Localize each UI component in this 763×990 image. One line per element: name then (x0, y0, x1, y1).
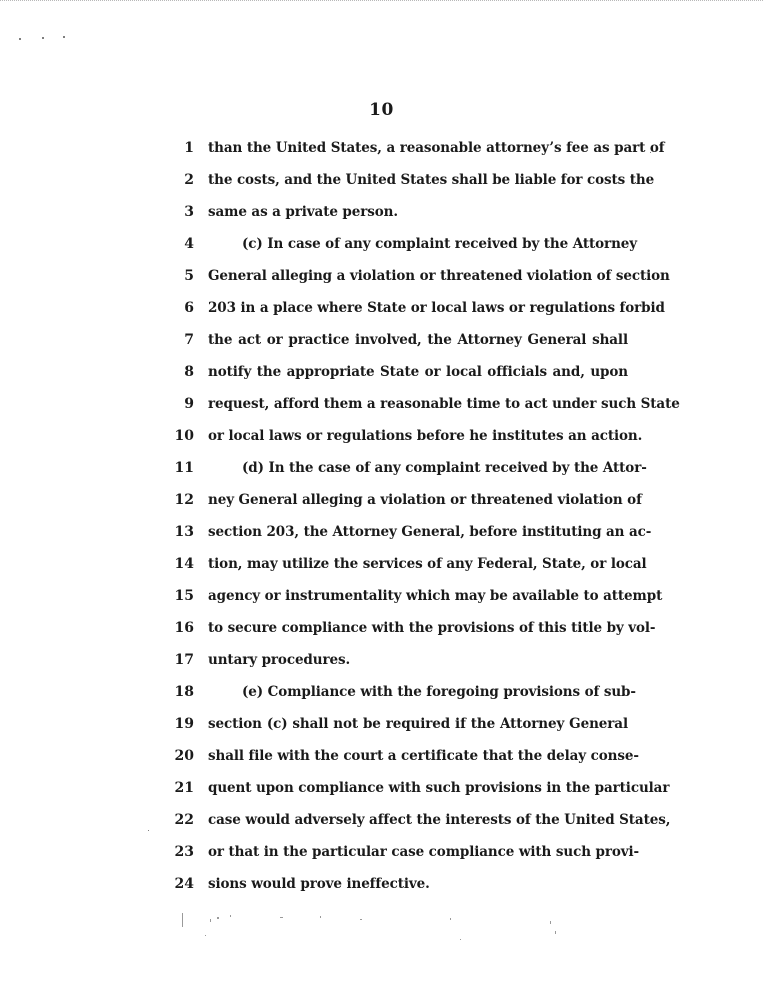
line-number: 17 (174, 652, 194, 668)
line-text: (c) In case of any complaint received by the Attorney (242, 236, 638, 252)
line-text: sions would prove ineffective. (208, 876, 430, 892)
line-number: 16 (174, 620, 194, 636)
text-line (0, 612, 763, 644)
line-text: quent upon compliance with such provisions in the particular (208, 780, 670, 796)
line-number: 7 (184, 332, 194, 348)
text-line (0, 836, 763, 868)
text-line (0, 132, 763, 164)
line-text: or that in the particular case compliance with such provi- (208, 844, 640, 860)
text-line (0, 516, 763, 548)
line-number: 5 (184, 268, 194, 284)
scan-bottom-noise (170, 905, 590, 945)
line-text: the costs, and the United States shall be liable for costs the (208, 172, 655, 188)
line-text: section 203, the Attorney General, before instituting an ac- (208, 524, 652, 540)
scan-speck (63, 36, 65, 38)
line-number: 11 (174, 460, 194, 476)
text-line (0, 356, 763, 388)
line-text: agency or instrumentality which may be available to attempt (208, 588, 663, 604)
text-line (0, 260, 763, 292)
line-text: to secure compliance with the provisions of this title by vol- (208, 620, 656, 636)
line-number: 12 (174, 492, 194, 508)
line-text: or local laws or regulations before he institutes an action. (208, 428, 643, 444)
line-text: 203 in a place where State or local laws or regulations forbid (208, 300, 665, 316)
line-number: 21 (174, 780, 194, 796)
text-line (0, 580, 763, 612)
line-text: section (c) shall not be required if the Attorney General (208, 716, 628, 732)
line-number: 1 (184, 140, 194, 156)
line-number: 24 (174, 876, 194, 892)
text-line (0, 548, 763, 580)
scan-speck (42, 37, 44, 39)
line-number: 23 (174, 844, 194, 860)
line-text: the act or practice involved, the Attorney General shall (208, 332, 628, 348)
line-number: 15 (174, 588, 194, 604)
line-number: 22 (174, 812, 194, 828)
text-line (0, 452, 763, 484)
text-line (0, 676, 763, 708)
text-line (0, 868, 763, 900)
line-text: request, afford them a reasonable time to act under such State (208, 396, 680, 412)
line-number: 4 (184, 236, 194, 252)
line-text: tion, may utilize the services of any Federal, State, or local (208, 556, 647, 572)
line-number: 20 (174, 748, 194, 764)
text-line (0, 772, 763, 804)
text-line (0, 196, 763, 228)
line-number: 10 (174, 428, 194, 444)
text-line (0, 740, 763, 772)
line-text: (e) Compliance with the foregoing provisions of sub- (242, 684, 636, 700)
line-number: 19 (174, 716, 194, 732)
line-text: than the United States, a reasonable attorney’s fee as part of (208, 140, 665, 156)
line-text: shall file with the court a certificate that the delay conse- (208, 748, 639, 764)
text-line (0, 644, 763, 676)
line-number: 6 (184, 300, 194, 316)
line-text: General alleging a violation or threatened violation of section (208, 268, 670, 284)
line-number: 3 (184, 204, 194, 220)
text-line (0, 484, 763, 516)
text-line (0, 164, 763, 196)
text-line (0, 228, 763, 260)
page-number: 10 (369, 100, 394, 120)
text-line (0, 324, 763, 356)
text-line (0, 388, 763, 420)
line-number: 14 (174, 556, 194, 572)
line-number: 13 (174, 524, 194, 540)
text-line (0, 292, 763, 324)
line-text: case would adversely affect the interests of the United States, (208, 812, 671, 828)
line-text: untary procedures. (208, 652, 351, 668)
line-text: notify the appropriate State or local officials and, upon (208, 364, 628, 380)
line-number: 9 (184, 396, 194, 412)
line-text: ney General alleging a violation or threatened violation of (208, 492, 642, 508)
text-line (0, 708, 763, 740)
scan-top-border (0, 0, 763, 3)
text-line (0, 420, 763, 452)
line-number: 2 (184, 172, 194, 188)
line-number: 8 (184, 364, 194, 380)
line-text: same as a private person. (208, 204, 398, 220)
text-line (0, 804, 763, 836)
scan-speck (19, 38, 21, 40)
line-text: (d) In the case of any complaint received by the Attor- (242, 460, 647, 476)
line-number: 18 (174, 684, 194, 700)
bill-text-body (0, 132, 763, 900)
